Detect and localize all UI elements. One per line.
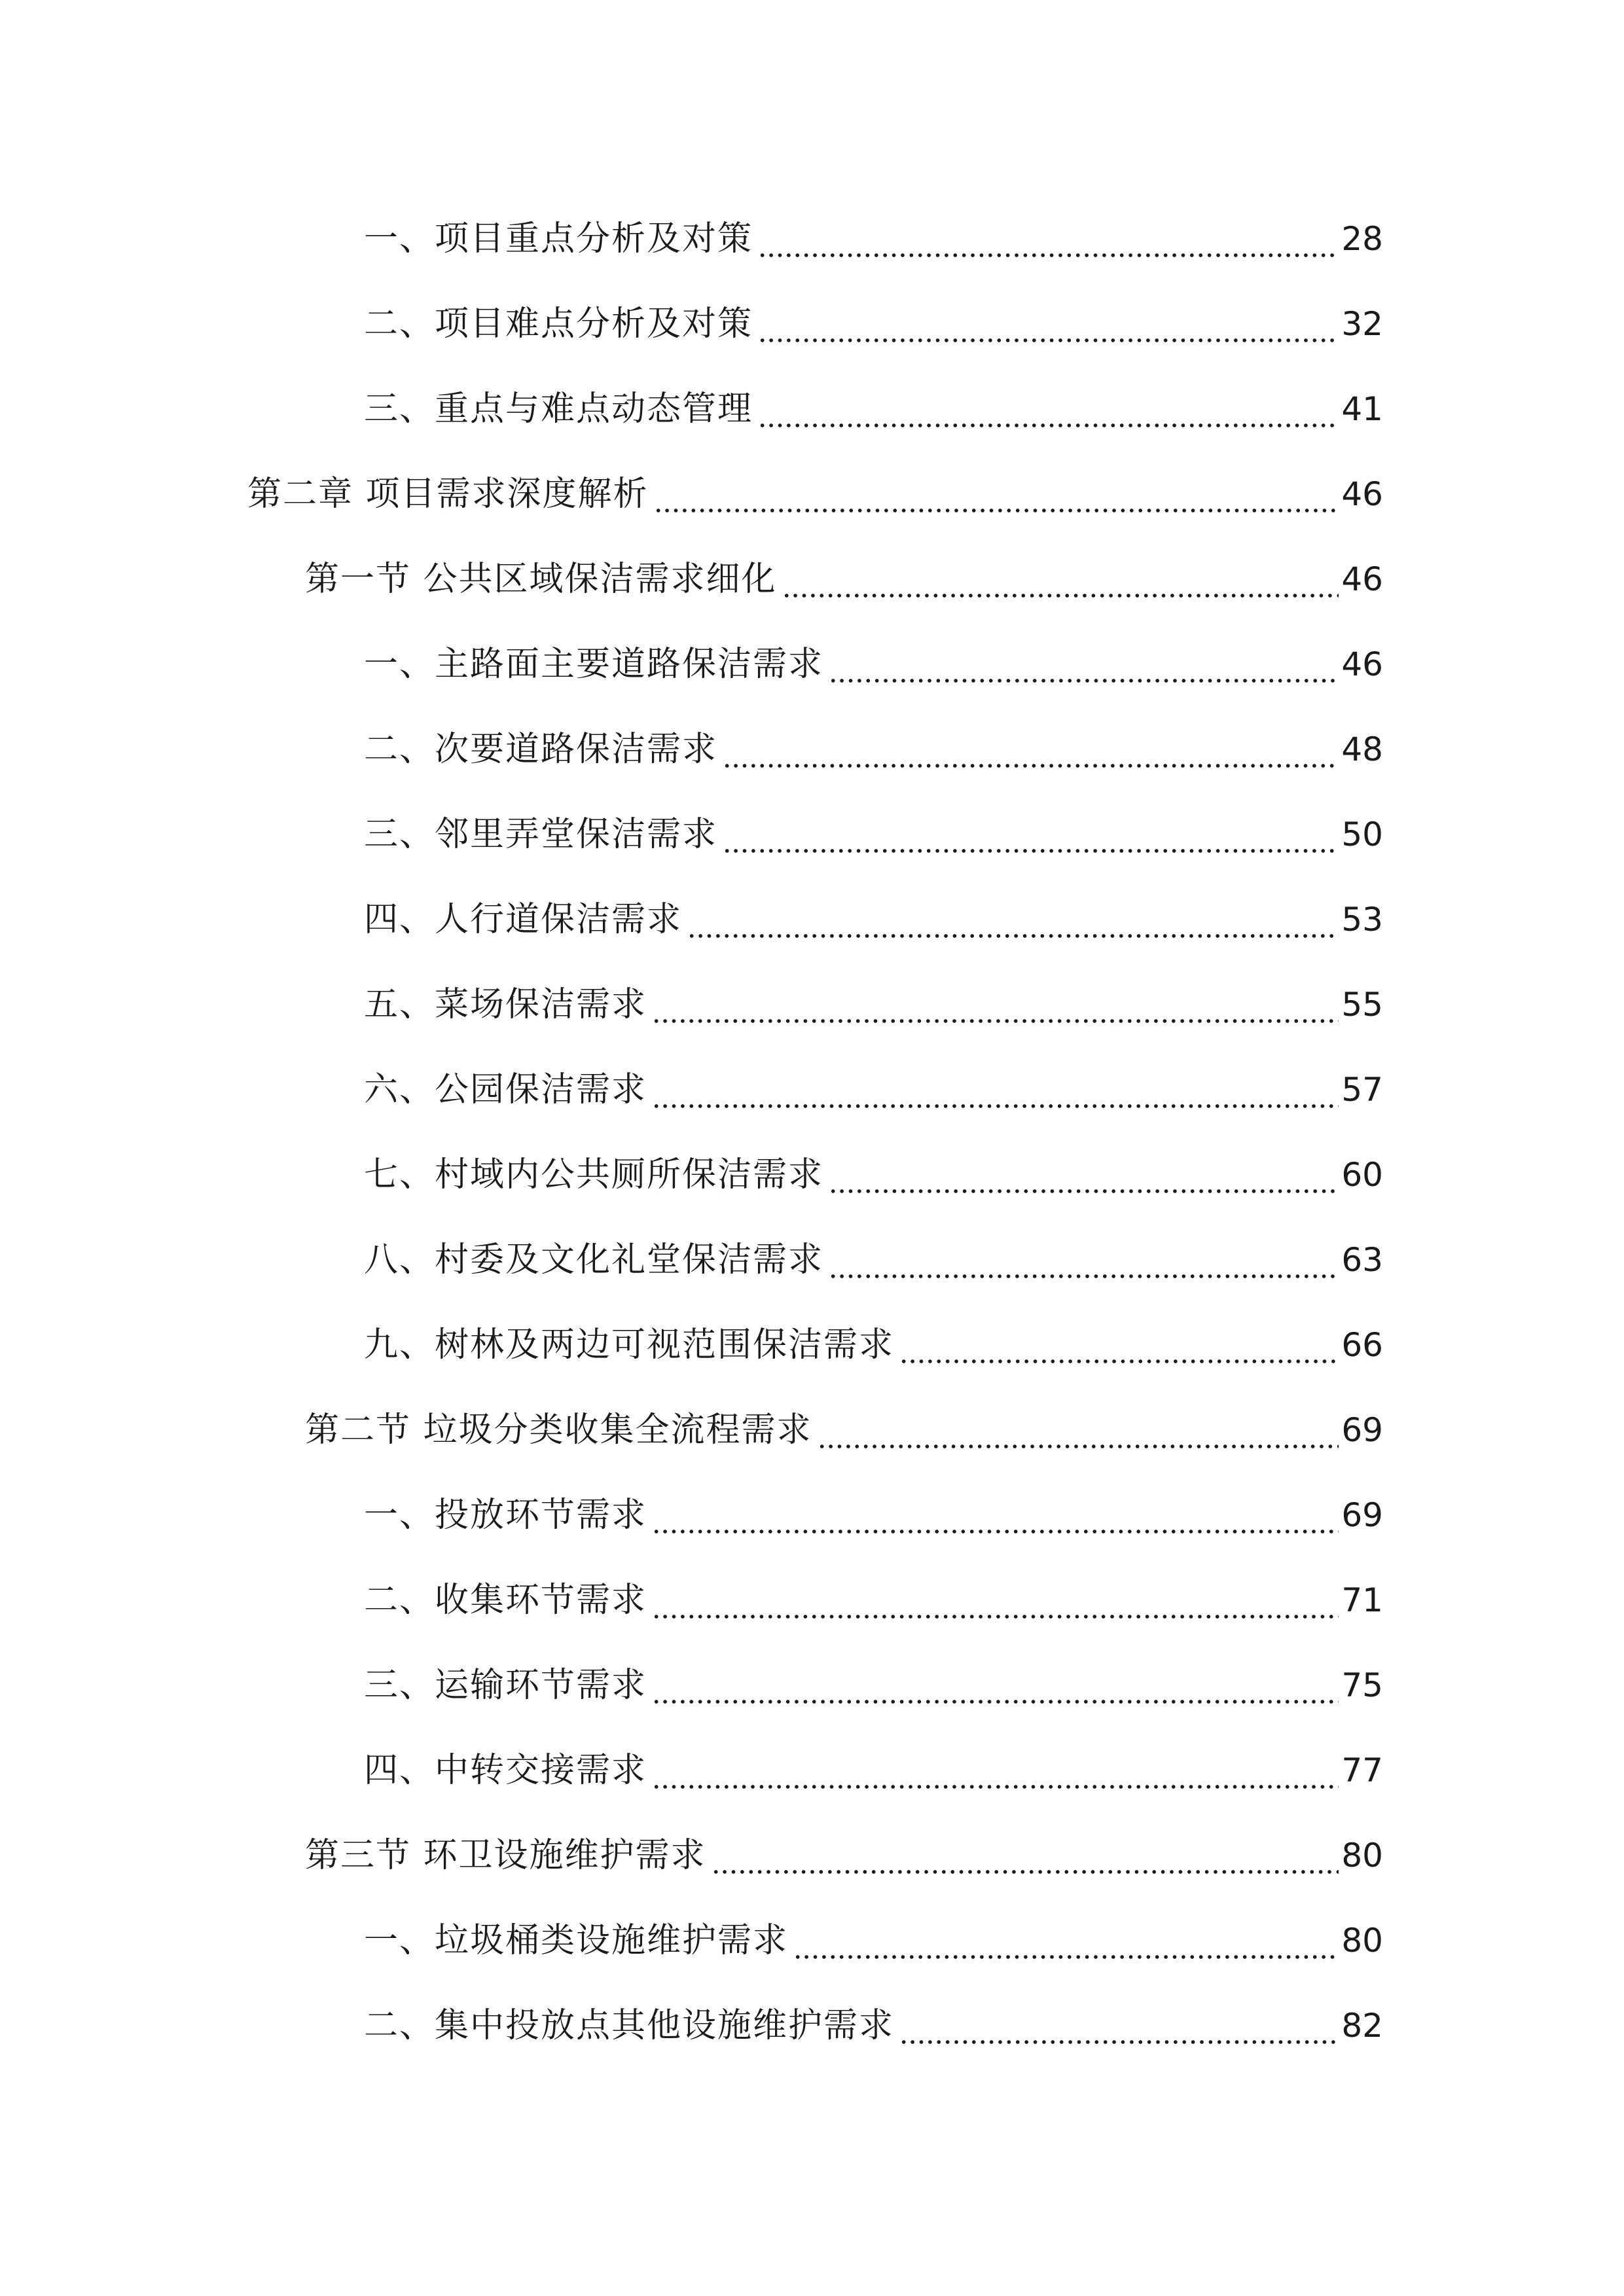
toc-section-entry[interactable]: [305, 1829, 1383, 1882]
toc-entry[interactable]: [364, 808, 1383, 861]
toc-entry[interactable]: [364, 1489, 1383, 1541]
toc-entry[interactable]: [364, 1149, 1383, 1201]
toc-entry-title: 二、集中投放点其他设施维护需求: [364, 2006, 895, 2045]
toc-entry-title: 一、主路面主要道路保洁需求: [364, 645, 824, 684]
toc-dot-leader: [899, 1319, 1339, 1371]
toc-page-number: 46: [1341, 645, 1383, 683]
toc-entry-title: 二、项目难点分析及对策: [364, 304, 753, 344]
toc-page-number: 46: [1341, 475, 1383, 513]
toc-dot-leader: [723, 723, 1339, 776]
toc-dot-leader: [782, 553, 1339, 605]
toc-dot-leader: [758, 383, 1339, 435]
toc-entry-title: 第二章 项目需求深度解析: [247, 475, 649, 514]
toc-page-number: 46: [1341, 560, 1383, 598]
toc-page-number: 55: [1341, 986, 1383, 1024]
toc-entry[interactable]: [364, 298, 1383, 350]
toc-page-number: 69: [1341, 1496, 1383, 1534]
toc-entry-title: 一、投放环节需求: [364, 1496, 647, 1535]
toc-entry-title: 三、运输环节需求: [364, 1666, 647, 1705]
toc-dot-leader: [687, 893, 1339, 946]
toc-dot-leader: [758, 298, 1339, 350]
toc-entry-title: 一、项目重点分析及对策: [364, 219, 753, 259]
toc-page-number: 32: [1341, 305, 1383, 343]
toc-dot-leader: [652, 1064, 1339, 1116]
toc-dot-leader: [899, 2000, 1339, 2052]
toc-entry-title: 六、公园保洁需求: [364, 1070, 647, 1109]
toc-dot-leader: [654, 468, 1339, 520]
toc-entry-title: 第三节 环卫设施维护需求: [305, 1836, 706, 1875]
toc-dot-leader: [652, 1574, 1339, 1626]
toc-page-number: 28: [1341, 220, 1383, 258]
toc-entry-title: 五、菜场保洁需求: [364, 985, 647, 1024]
toc-dot-leader: [652, 1659, 1339, 1712]
toc-page-number: 71: [1341, 1581, 1383, 1619]
toc-page-number: 82: [1341, 2007, 1383, 2045]
toc-dot-leader: [652, 1489, 1339, 1541]
toc-entry[interactable]: [364, 1744, 1383, 1797]
toc-entry[interactable]: [364, 1914, 1383, 1967]
toc-page-number: 57: [1341, 1071, 1383, 1109]
toc-entry[interactable]: [364, 723, 1383, 776]
toc-entry[interactable]: [364, 1659, 1383, 1712]
toc-entry-title: 七、村域内公共厕所保洁需求: [364, 1155, 824, 1194]
toc-dot-leader: [652, 978, 1339, 1031]
toc-entry-title: 一、垃圾桶类设施维护需求: [364, 1921, 789, 1960]
toc-entry[interactable]: [364, 213, 1383, 265]
toc-entry-title: 八、村委及文化礼堂保洁需求: [364, 1240, 824, 1280]
toc-page-number: 77: [1341, 1751, 1383, 1789]
toc-chapter-entry[interactable]: [247, 468, 1383, 520]
toc-entry-title: 三、重点与难点动态管理: [364, 389, 753, 429]
toc-dot-leader: [829, 1149, 1339, 1201]
toc-page-number: 41: [1341, 390, 1383, 428]
toc-entry[interactable]: [364, 1574, 1383, 1626]
toc-page-number: 53: [1341, 901, 1383, 939]
toc-entry[interactable]: [364, 2000, 1383, 2052]
toc-entry-title: 九、树林及两边可视范围保洁需求: [364, 1325, 895, 1365]
toc-dot-leader: [723, 808, 1339, 861]
toc-entry[interactable]: [364, 978, 1383, 1031]
toc-page-number: 80: [1341, 1837, 1383, 1874]
toc-dot-leader: [758, 213, 1339, 265]
toc-dot-leader: [818, 1404, 1339, 1456]
toc-entry-title: 二、次要道路保洁需求: [364, 730, 718, 769]
toc-dot-leader: [712, 1829, 1339, 1882]
toc-entry-title: 第二节 垃圾分类收集全流程需求: [305, 1410, 812, 1450]
toc-entry-title: 三、邻里弄堂保洁需求: [364, 815, 718, 854]
toc-entry[interactable]: [364, 638, 1383, 691]
toc-page-number: 60: [1341, 1156, 1383, 1194]
toc-entry[interactable]: [364, 1234, 1383, 1286]
toc-dot-leader: [652, 1744, 1339, 1797]
toc-entry-title: 四、中转交接需求: [364, 1751, 647, 1790]
toc-section-entry[interactable]: [305, 553, 1383, 605]
toc-entry[interactable]: [364, 1064, 1383, 1116]
toc-page-number: 80: [1341, 1922, 1383, 1960]
toc-page-number: 66: [1341, 1326, 1383, 1364]
toc-entry[interactable]: [364, 383, 1383, 435]
toc-entry[interactable]: [364, 893, 1383, 946]
toc-page-number: 50: [1341, 816, 1383, 853]
toc-dot-leader: [793, 1914, 1339, 1967]
toc-page-number: 75: [1341, 1666, 1383, 1704]
toc-entry-title: 四、人行道保洁需求: [364, 900, 683, 939]
toc-page-number: 48: [1341, 730, 1383, 768]
toc-page-number: 63: [1341, 1241, 1383, 1279]
toc-entry[interactable]: [364, 1319, 1383, 1371]
toc-section-entry[interactable]: [305, 1404, 1383, 1456]
toc-dot-leader: [829, 638, 1339, 691]
toc-entry-title: 第一节 公共区域保洁需求细化: [305, 560, 777, 599]
toc-dot-leader: [829, 1234, 1339, 1286]
toc-entry-title: 二、收集环节需求: [364, 1581, 647, 1620]
toc-page-number: 69: [1341, 1411, 1383, 1449]
